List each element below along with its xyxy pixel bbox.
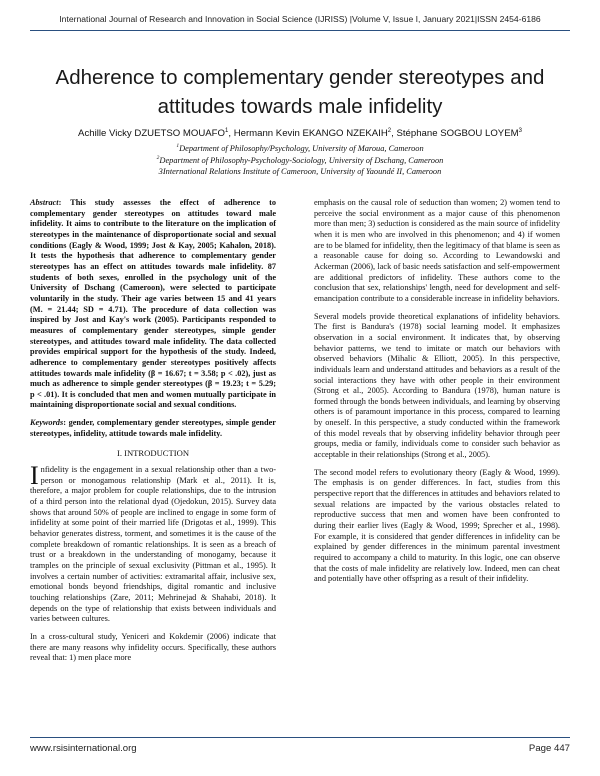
affiliation-text: 3International Relations Institute of Cameroon, University of Yaoundé II, Cameroon: [158, 167, 442, 176]
intro-paragraph-1-text: nfidelity is the engagement in a sexual relationship other than a two-person or monogamous relationship (Mark et al., 2011). It is, therefore, a major problem for couple relationships, due to the intrusion of a third person into the relational dyad (Ojedokun, 2015). Survey data shows that around 50% of people are inclined to engage in some form of infidelity at some point of their married life (Drigotas et al., 1999). This behavior generates distress, torment, and sometimes it is the cause of the complete breakdown of romantic relationships. It is seen as a breach of trust or a breakdown in the understanding of monogamy, because it tramples on the principle of sexual exclusivity (Pittman et al., 1995). It involves a certain number of activities: extramarital affair, inclusive sex, emotional bonds beyond friendships, digital romantic and inclusive touching relationships (Zare, 2011; Mehrinejad & Shahabi, 2018). It depends on the type of relationship that exists between individuals and varies between cultures.: [30, 465, 276, 624]
author-separator: ,: [228, 128, 234, 140]
author-sup: 1: [225, 128, 229, 134]
abstract: [30, 198, 276, 411]
drop-cap: I: [30, 461, 39, 491]
right-paragraph-1: emphasis on the causal role of seduction than women; 2) women tend to perceive the social environment as a major cause of this phenomenon more than men; 3) seduction is considered as the main source of infidelity when it is men who are involved in this phenomenon; and 4) if women are to be blamed for infidelity, then the legitimacy of that blame is seen as a reasonable cause for doing so. According to Lewandowski and Ackerman (2006), lack of basic needs satisfaction and self-empowerment are additional predictors of infidelity. These authors come to the conclusion that sex, relationships' length, need for development and self-emancipation contribute to a considerable increase in infidelity behaviors.: [314, 198, 560, 303]
page-number: Page 447: [528, 743, 570, 754]
header-rule: [30, 30, 570, 31]
affiliation-1: [60, 143, 540, 153]
intro-paragraph-2: In a cross-cultural study, Yeniceri and Kokdemir (2006) indicate that there are many reasons why infidelity occurs. Specifically, these authors reveal that: 1) men place more: [30, 631, 276, 663]
keywords-text: : gender, complementary gender stereotypes, simple gender stereotypes, infidelity, attitude towards male infidelity.: [30, 418, 276, 438]
author-name: Achille Vicky DZUETSO MOUAFO: [78, 128, 225, 140]
affiliation-2: [60, 155, 540, 165]
paper-title: Adherence to complementary gender stereotypes and attitudes towards male infidelity: [55, 66, 545, 118]
affiliation-text: Department of Philosophy/Psychology, University of Maroua, Cameroon: [179, 143, 424, 153]
abstract-text: : This study assesses the effect of adherence to complementary gender stereotypes on attitudes toward male infidelity. It aims to contribute to the literature on the implication of stereotypes in the maintenance of disproportionate social and sexual conditions (Eagly & Wood, 1999; Jost & Kay, 2005; Kahalon, 2018). It tests the hypothesis that adherence to complementary gender stereotypes has an effect on attitudes towards male infidelity. 87 students of both sexes, enrolled in the psychology unit of the University of Dschang (Cameroon), were selected to participate voluntarily in the study. Their age varies between 15 and 41 years (M. = 21.44; SD = 4.71). The procedure of data collection was inspired by Jost and Kay's work (2005). Participants responded to measures of complementary gender stereotypes, simple gender stereotypes, and attitudes toward male infidelity. The data collected provides empirical support for the hypothesis of the study. Indeed, adherence to complementary gender stereotypes positively affects attitudes towards male infidelity (β = 16.67; t = 3.58; p < .02), just as much as adherence to simple gender stereotypes (β = 19.23; t = 5.29; p < .01). It is concluded that men and women mutually participate in maintaining disproportionate social and sexual conditions.: [30, 198, 276, 410]
author-sup: 3: [518, 128, 522, 134]
author-name: Hermann Kevin EKANGO NZEKAIH: [233, 128, 388, 140]
journal-header: International Journal of Research and Innovation in Social Science (IJRISS) |Volume V, Issue I, January 2021|ISSN 2454-6186: [59, 14, 541, 24]
abstract-label: Abstract: [30, 198, 59, 207]
section-heading: I. INTRODUCTION: [116, 448, 190, 459]
left-column: [30, 198, 276, 671]
right-column: [314, 198, 560, 592]
author-separator: ,: [391, 128, 397, 140]
affiliation-sup: 2: [156, 155, 160, 161]
footer-rule: [30, 737, 570, 738]
right-paragraph-3: The second model refers to evolutionary theory (Eagly & Wood, 1999). The emphasis is on gender differences. In fact, studies from this perspective report that the differences in attitudes and behaviors related to sexual relations are impacted by the various obstacles related to reproductive success that men and women have been confronted to during their earlier lives (Eagly & Wood, 1999; Sprecher et al., 1998). For example, it is considered that gender differences in infidelity can be explained by gender differences in the minimum parental investment required to accompany a child to maturity. In this logic, one can observe that the costs of male infidelity are relatively low. Indeed, men can cheat and potentially have other offspring as a result of their infidelity.: [314, 467, 560, 584]
footer-url: www.rsisinternational.org: [30, 743, 137, 754]
author-line: [40, 128, 560, 139]
author-sup: 2: [387, 128, 392, 134]
affiliation-text: Department of Philosophy-Psychology-Sociology, University of Dschang, Cameroon: [159, 155, 444, 165]
affiliation-3: [60, 167, 540, 176]
intro-paragraph-1: [30, 461, 276, 625]
author-name: Stéphane SOGBOU LOYEM: [396, 128, 519, 140]
keywords: [30, 418, 276, 439]
keywords-label: Keywords: [30, 418, 64, 428]
affiliation-sup: 1: [176, 143, 180, 149]
right-paragraph-2: Several models provide theoretical explanations of infidelity behaviors. The first is Bandura's (1978) social learning model. It emphasizes observation in a social environment. It indicates that, by observing behavior patterns, we tend to imitate or match our behaviors with observed behaviors (Mihalic & Elliott, 2005). In this perspective, individuals learn and understand attitudes and behaviors as a result of the social interactions they have with other people in their environment (Strong et al., 2005). According to Bandura (1978), human nature is formed through the bonds between individuals, and learning by observing others is of paramount importance in this process, compared to learning by oneself. In this perspective, a study conducted within the framework of this model reveals that by observing infidelity behavior through peer groups, media or family, individuals come to consider such behavior as acceptable in their relationships (Strong et al., 2005).: [314, 311, 560, 460]
